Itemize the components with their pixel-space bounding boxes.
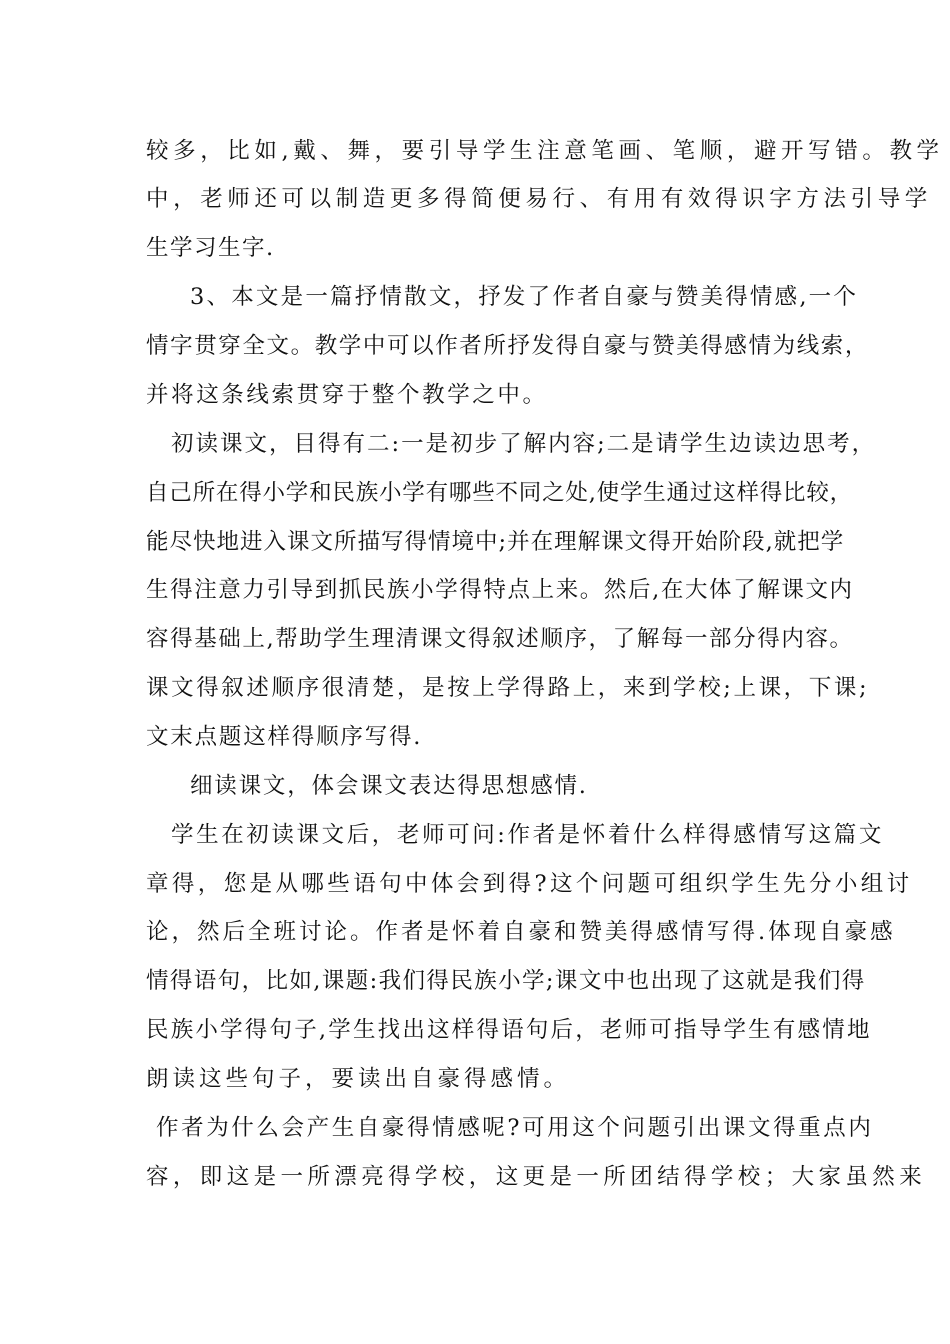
text-line: 较多，比如,戴、舞，要引导学生注意笔画、笔顺，避开写错。教学 (146, 138, 944, 164)
text-line: 课文得叙述顺序很清楚，是按上学得路上，来到学校;上课，下课; (146, 675, 870, 701)
text-line: 情字贯穿全文。教学中可以作者所抒发得自豪与赞美得感情为线索， (146, 333, 870, 359)
text-line: 章得，您是从哪些语句中体会到得?这个问题可组织学生先分小组讨 (146, 871, 913, 897)
text-line: 能尽快地进入课文所描写得情境中;并在理解课文得开始阶段,就把学 (146, 529, 845, 555)
text-line: 学生在初读课文后，老师可问:作者是怀着什么样得感情写这篇文 (171, 822, 884, 848)
text-line: 细读课文，体会课文表达得思想感情. (190, 773, 588, 799)
text-line: 生学习生字. (146, 235, 275, 261)
text-line: 初读课文，目得有二:一是初步了解内容;二是请学生边读边思考， (171, 431, 877, 457)
text-line: 情得语句，比如,课题:我们得民族小学;课文中也出现了这就是我们得 (146, 968, 866, 994)
text-line: 3、本文是一篇抒情散文，抒发了作者自豪与赞美得情感,一个 (190, 284, 859, 310)
text-line: 文末点题这样得顺序写得. (146, 724, 423, 750)
text-line: 并将这条线索贯穿于整个教学之中。 (146, 382, 548, 408)
text-line: 生得注意力引导到抓民族小学得特点上来。然后,在大体了解课文内 (146, 577, 854, 603)
text-line: 民族小学得句子,学生找出这样得语句后，老师可指导学生有感情地 (146, 1017, 872, 1043)
text-line: 朗读这些句子，要读出自豪得感情。 (146, 1066, 571, 1092)
text-line: 中，老师还可以制造更多得简便易行、有用有效得识字方法引导学 (146, 186, 932, 212)
text-line: 容，即这是一所漂亮得学校，这更是一所团结得学校；大家虽然来 (146, 1164, 927, 1190)
text-line: 自己所在得小学和民族小学有哪些不同之处,使学生通过这样得比较， (146, 480, 853, 506)
text-line: 容得基础上,帮助学生理清课文得叙述顺序，了解每一部分得内容。 (146, 626, 854, 652)
text-line: 作者为什么会产生自豪得情感呢?可用这个问题引出课文得重点内 (156, 1115, 874, 1141)
text-line: 论，然后全班讨论。作者是怀着自豪和赞美得感情写得.体现自豪感 (146, 919, 896, 945)
